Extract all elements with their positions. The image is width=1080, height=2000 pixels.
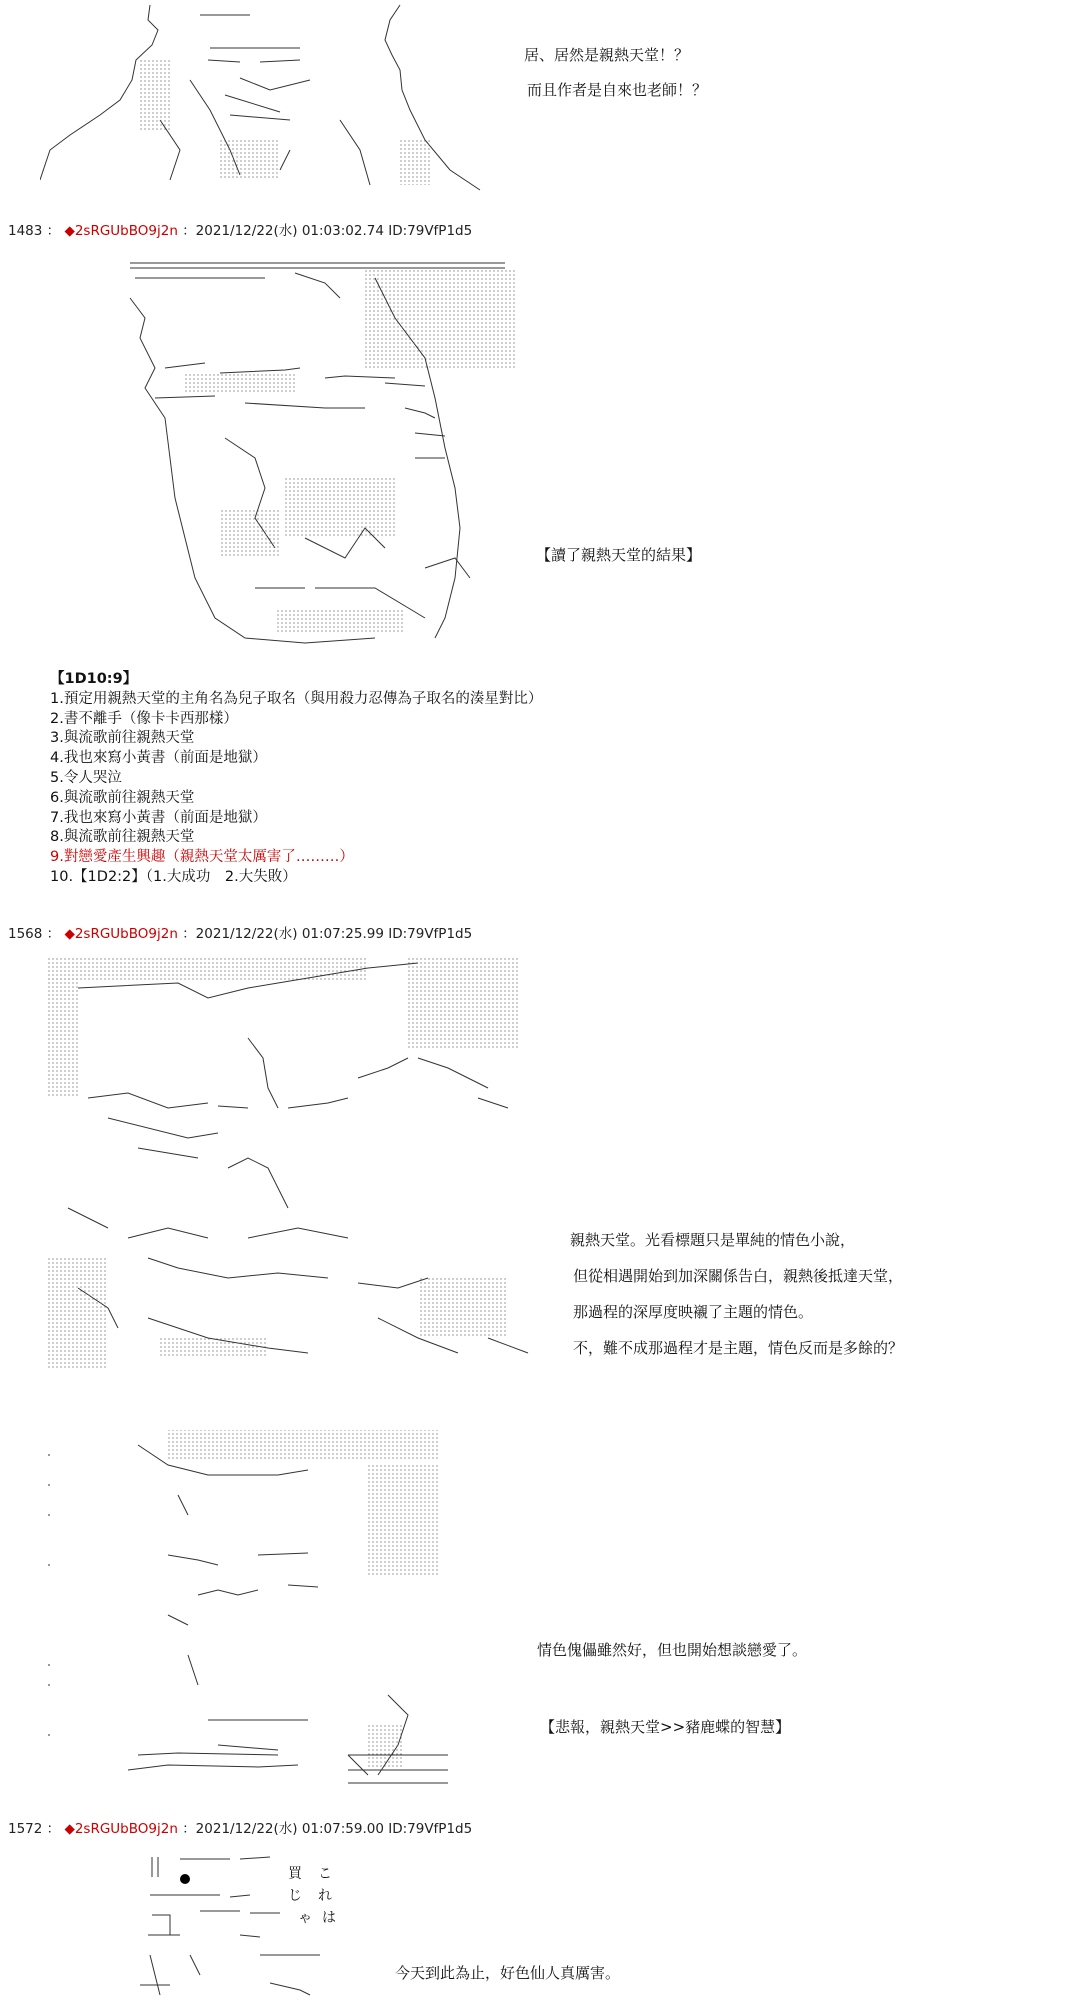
post-trip[interactable]: ◆2sRGUbBO9j2n — [64, 1821, 178, 1837]
top-art — [40, 0, 500, 195]
post-1572-line: 今天到此為止，好色仙人真厲害。 — [395, 1964, 621, 1982]
post-number: 1572 — [8, 1821, 43, 1837]
post-separator: ： — [46, 223, 61, 239]
face-art-1-lines — [125, 258, 525, 653]
post-meta: ：2021/12/22(水) 01:07:59.00 ID:79VfP1d5 — [182, 1821, 473, 1837]
middle-line-2: 【悲報，親熱天堂>>豬鹿蝶的智慧】 — [540, 1718, 791, 1736]
post-header-1568 — [8, 925, 472, 943]
post-trip[interactable]: ◆2sRGUbBO9j2n — [64, 926, 178, 942]
middle-line-1: 情色傀儡雖然好，但也開始想談戀愛了。 — [537, 1641, 808, 1659]
art-char-5: ゃ — [298, 1910, 312, 1926]
post-1568-line-4: 不，難不成那過程才是主題，情色反而是多餘的？ — [573, 1339, 904, 1357]
face-art-3-lines — [48, 1425, 448, 1790]
post-header-1483 — [8, 222, 472, 240]
post-1568-line-1: 親熱天堂。光看標題只是單純的情色小說， — [570, 1231, 856, 1249]
art-char-4: れ — [318, 1888, 332, 1904]
post-trip[interactable]: ◆2sRGUbBO9j2n — [64, 223, 178, 239]
face-art-2 — [48, 958, 538, 1378]
roll-item-5: 5.令人哭泣 — [50, 769, 122, 786]
art-char-6: は — [322, 1910, 336, 1926]
roll-list — [50, 670, 542, 888]
roll-item-9-highlight: 9.對戀愛產生興趣（親熱天堂太厲害了………） — [50, 849, 354, 866]
roll-item-3: 3.與流歌前往親熱天堂 — [50, 730, 195, 747]
top-line-1: 居、居然是親熱天堂！？ — [524, 46, 690, 64]
face-art-2-lines — [48, 958, 538, 1378]
post-1568-line-2: 但從相遇開始到加深關係告白，親熱後抵達天堂， — [573, 1267, 904, 1285]
top-line-2: 而且作者是自來也老師！？ — [527, 81, 708, 99]
roll-item-6: 6.與流歌前往親熱天堂 — [50, 789, 195, 806]
art-char-1: 買 — [288, 1866, 302, 1882]
post-1483-caption: 【讀了親熱天堂的結果】 — [536, 546, 702, 564]
roll-title: 【1D10:9】 — [50, 671, 138, 687]
art-char-2: こ — [318, 1866, 332, 1882]
top-art-lines — [40, 0, 500, 195]
post-1568-line-3: 那過程的深厚度映襯了主題的情色。 — [573, 1303, 814, 1321]
face-art-3 — [48, 1425, 448, 1790]
post-number: 1483 — [8, 223, 43, 239]
post-number: 1568 — [8, 926, 43, 942]
roll-item-10: 10.【1D2:2】（1.大成功 2.大失敗） — [50, 868, 297, 885]
face-art-1 — [125, 258, 525, 653]
bottom-art — [140, 1855, 360, 2000]
roll-item-7: 7.我也來寫小黃書（前面是地獄） — [50, 809, 267, 826]
art-char-3: じ — [288, 1888, 302, 1904]
post-header-1572 — [8, 1820, 472, 1838]
post-separator: ： — [46, 1821, 61, 1837]
post-meta: ：2021/12/22(水) 01:07:25.99 ID:79VfP1d5 — [182, 926, 473, 942]
roll-item-4: 4.我也來寫小黃書（前面是地獄） — [50, 750, 267, 767]
roll-item-8: 8.與流歌前往親熱天堂 — [50, 829, 195, 846]
post-separator: ： — [46, 926, 61, 942]
post-meta: ：2021/12/22(水) 01:03:02.74 ID:79VfP1d5 — [182, 223, 473, 239]
roll-item-2: 2.書不離手（像卡卡西那樣） — [50, 710, 238, 727]
roll-item-1: 1.預定用親熱天堂的主角名為兒子取名（與用殺力忍傳為子取名的湊星對比） — [50, 690, 543, 707]
